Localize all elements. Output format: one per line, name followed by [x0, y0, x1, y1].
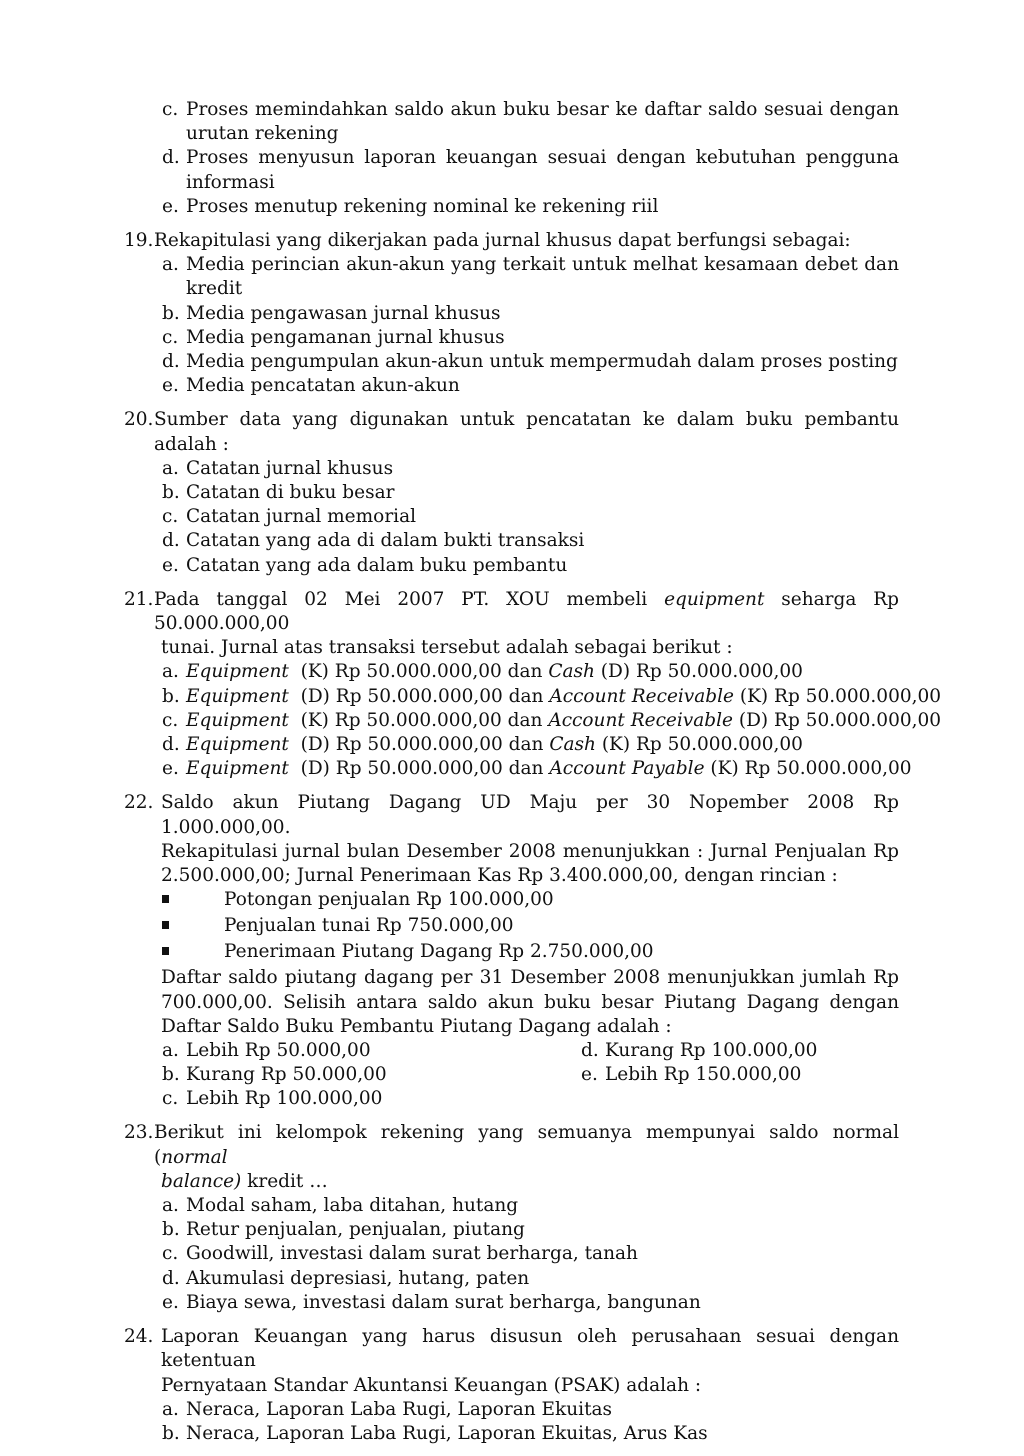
option-a [0, 253, 1024, 301]
option-letter: d. [162, 1267, 180, 1289]
option-row [0, 1063, 1024, 1087]
option-text: Akumulasi depresiasi, hutang, paten [186, 1267, 530, 1289]
question-text: Pernyataan Standar Akuntansi Keuangan (PSAK) adalah : [161, 1374, 702, 1396]
option-letter: b. [162, 302, 180, 324]
option-letter: d. [162, 734, 180, 756]
term-italic: Account Receivable [548, 709, 733, 731]
option-e [0, 374, 1024, 398]
question-number: 23. [124, 1122, 154, 1144]
option-text: Lebih Rp 150.000,00 [605, 1064, 802, 1086]
question-text: Laporan Keuangan yang harus disusun oleh perusahaan sesuai dengan ketentuan [161, 1326, 899, 1372]
stem-text: Berikut ini kelompok rekening yang semuanya mempunyai saldo normal ( [154, 1122, 899, 1168]
question-stem [0, 791, 1024, 839]
question-22 [0, 791, 1024, 1111]
option-letter: a. [162, 254, 179, 276]
option-text: Proses memindahkan saldo akun buku besar ke daftar saldo sesuai dengan urutan rekening [186, 99, 899, 145]
option-text: Kurang Rp 100.000,00 [605, 1039, 818, 1061]
option-text [186, 733, 899, 757]
option-e [0, 1291, 1024, 1315]
option-d [0, 146, 1024, 194]
stem-text: seharga Rp 50.000.000,00 [154, 588, 899, 635]
question-text [154, 588, 899, 636]
option-a [0, 660, 1024, 684]
option-mid: (D) Rp 50.000.000,00 dan [288, 685, 550, 707]
document-page [0, 98, 1024, 1456]
option-c [0, 505, 1024, 529]
question-stem [0, 1325, 1024, 1373]
option-letter: a. [162, 1039, 179, 1061]
question-stem-line2 [0, 636, 1024, 660]
question-stem [0, 588, 1024, 636]
option-letter: c. [162, 99, 179, 120]
term-italic: Equipment [186, 685, 289, 707]
stem-italic: equipment [664, 588, 765, 610]
option-e [0, 757, 1024, 781]
option-b [0, 302, 1024, 326]
option-text: Catatan di buku besar [186, 482, 395, 504]
option-text: Proses menyusun laporan keuangan sesuai dengan kebutuhan pengguna informasi [186, 147, 899, 193]
option-end: (D) Rp 50.000.000,00 [594, 661, 803, 683]
option-e [0, 195, 1024, 219]
question-stem-line2 [0, 1170, 1024, 1194]
option-a [0, 1398, 1024, 1422]
option-text: Media pengawasan jurnal khusus [186, 302, 501, 324]
option-letter: d. [162, 530, 180, 552]
stem-text: Pada tanggal 02 Mei 2007 PT. XOU membeli [154, 588, 665, 610]
option-letter: c. [162, 709, 179, 731]
option-b [0, 685, 1024, 709]
square-bullet-icon [162, 895, 169, 903]
question-19 [0, 229, 1024, 398]
option-c [0, 326, 1024, 350]
term-italic: Account Payable [549, 758, 705, 780]
option-text: Goodwill, investasi dalam surat berharga, tanah [186, 1243, 638, 1265]
option-text: Kurang Rp 50.000,00 [186, 1064, 387, 1086]
option-letter: b. [162, 1219, 180, 1241]
bullet-item [0, 914, 1024, 940]
option-letter: c. [162, 326, 179, 348]
option-text: Catatan yang ada di dalam bukti transaksi [186, 530, 585, 552]
option-letter: d. [581, 1039, 599, 1061]
option-letter: e. [162, 375, 179, 397]
term-italic: Cash [548, 661, 595, 683]
question-18-tail [0, 98, 1024, 219]
option-c [0, 98, 1024, 146]
question-text: Daftar saldo piutang dagang per 31 Desember 2008 menunjukkan jumlah Rp 700.000,00. Selisih antara saldo akun buku besar Piutang Dagang dengan Daftar Saldo Buku Pembantu Piutang Dagang adalah : [161, 967, 899, 1037]
term-italic: Equipment [186, 758, 289, 780]
option-letter: e. [162, 1291, 179, 1313]
option-a [0, 1194, 1024, 1218]
question-text: Rekapitulasi yang dikerjakan pada jurnal khusus dapat berfungsi sebagai: [154, 230, 851, 252]
stem-italic: normal [161, 1146, 228, 1168]
option-letter: c. [162, 1243, 179, 1265]
question-stem [0, 229, 1024, 253]
option-text: Catatan jurnal memorial [186, 506, 417, 528]
option-text: Lebih Rp 50.000,00 [186, 1039, 371, 1061]
option-end: (D) Rp 50.000.000,00 [733, 709, 942, 731]
option-b [0, 1218, 1024, 1242]
question-20 [0, 408, 1024, 577]
option-d [0, 1267, 1024, 1291]
question-stem [0, 1121, 1024, 1169]
option-letter: a. [162, 457, 179, 479]
option-text: Neraca, Laporan Laba Rugi, Laporan Ekuitas [186, 1398, 613, 1420]
option-text: Media pencatatan akun-akun [186, 375, 460, 397]
option-a [0, 457, 1024, 481]
bullet-text: Penjualan tunai Rp 750.000,00 [224, 915, 514, 937]
bullet-item [0, 888, 1024, 914]
option-b [0, 481, 1024, 505]
option-d [0, 529, 1024, 553]
option-mid: (K) Rp 50.000.000,00 dan [288, 661, 549, 683]
term-italic: Equipment [186, 709, 289, 731]
stem-text: kredit … [241, 1170, 328, 1192]
option-letter: a. [162, 661, 179, 683]
bullet-text: Penerimaan Piutang Dagang Rp 2.750.000,00 [224, 941, 654, 963]
question-number: 21. [124, 588, 154, 610]
option-text [186, 757, 912, 781]
question-21 [0, 588, 1024, 782]
option-text: Lebih Rp 100.000,00 [186, 1088, 383, 1110]
option-letter: b. [162, 685, 180, 707]
option-mid: (D) Rp 50.000.000,00 dan [288, 734, 550, 756]
question-stem-line2 [0, 1374, 1024, 1398]
option-d [0, 350, 1024, 374]
option-c [0, 709, 1024, 733]
option-text: Catatan yang ada dalam buku pembantu [186, 554, 568, 576]
question-stem-2 [0, 840, 1024, 888]
option-text: Media perincian akun-akun yang terkait untuk melhat kesamaan debet dan kredit [186, 254, 899, 300]
option-letter: d. [162, 351, 180, 373]
option-end: (K) Rp 50.000.000,00 [734, 685, 942, 707]
option-text: Media pengamanan jurnal khusus [186, 326, 505, 348]
question-text: Sumber data yang digunakan untuk pencatatan ke dalam buku pembantu adalah : [154, 409, 899, 455]
option-end: (K) Rp 50.000.000,00 [595, 734, 803, 756]
option-b [0, 1422, 1024, 1446]
bullet-item [0, 940, 1024, 966]
option-row [0, 1087, 1024, 1111]
option-letter: e. [581, 1064, 598, 1086]
option-end: (K) Rp 50.000.000,00 [704, 758, 912, 780]
option-letter: b. [162, 1422, 180, 1444]
option-d [0, 733, 1024, 757]
option-letter: b. [162, 482, 180, 504]
question-text: Saldo akun Piutang Dagang UD Maju per 30 Nopember 2008 Rp 1.000.000,00. [161, 792, 899, 838]
option-text [186, 709, 942, 733]
option-text: Retur penjualan, penjualan, piutang [186, 1219, 525, 1241]
question-number: 19. [124, 230, 154, 252]
option-letter: a. [162, 1195, 179, 1217]
option-text: Catatan jurnal khusus [186, 457, 394, 479]
option-letter: c. [162, 506, 179, 528]
question-number: 22. [124, 792, 154, 814]
option-letter: d. [162, 147, 180, 169]
option-letter: e. [162, 195, 179, 217]
question-text: tunai. Jurnal atas transaksi tersebut adalah sebagai berikut : [161, 637, 733, 659]
option-letter: e. [162, 554, 179, 576]
question-stem-3 [0, 966, 1024, 1039]
term-italic: Equipment [186, 734, 289, 756]
question-text [161, 1170, 899, 1194]
question-text [154, 1121, 899, 1169]
question-23 [0, 1121, 1024, 1315]
option-text: Proses menutup rekening nominal ke rekening riil [186, 195, 659, 217]
option-letter: a. [162, 1398, 179, 1420]
option-e [0, 554, 1024, 578]
bullet-text: Potongan penjualan Rp 100.000,00 [224, 889, 554, 911]
term-italic: Equipment [186, 661, 289, 683]
term-italic: Cash [549, 734, 596, 756]
option-text [186, 685, 942, 709]
question-24 [0, 1325, 1024, 1446]
option-text: Media pengumpulan akun-akun untuk mempermudah dalam proses posting [186, 351, 898, 373]
square-bullet-icon [162, 947, 169, 955]
option-c [0, 1242, 1024, 1266]
option-letter: e. [162, 758, 179, 780]
option-text: Modal saham, laba ditahan, hutang [186, 1195, 519, 1217]
option-row [0, 1039, 1024, 1063]
option-text: Biaya sewa, investasi dalam surat berharga, bangunan [186, 1291, 701, 1313]
square-bullet-icon [162, 921, 169, 929]
term-italic: Account Receivable [549, 685, 735, 707]
question-number: 20. [124, 409, 154, 431]
option-letter: b. [162, 1064, 180, 1086]
option-mid: (D) Rp 50.000.000,00 dan [288, 758, 550, 780]
question-number: 24. [124, 1326, 154, 1348]
question-text: Rekapitulasi jurnal bulan Desember 2008 menunjukkan : Jurnal Penjualan Rp 2.500.000,00; Jurnal Penerimaan Kas Rp 3.400.000,00, dengan rincian : [161, 840, 899, 887]
option-text: Neraca, Laporan Laba Rugi, Laporan Ekuitas, Arus Kas [186, 1422, 708, 1444]
option-letter: c. [162, 1088, 179, 1110]
stem-italic: balance) [161, 1170, 242, 1192]
question-stem [0, 408, 1024, 456]
option-text [186, 660, 899, 684]
option-mid: (K) Rp 50.000.000,00 dan [288, 709, 549, 731]
